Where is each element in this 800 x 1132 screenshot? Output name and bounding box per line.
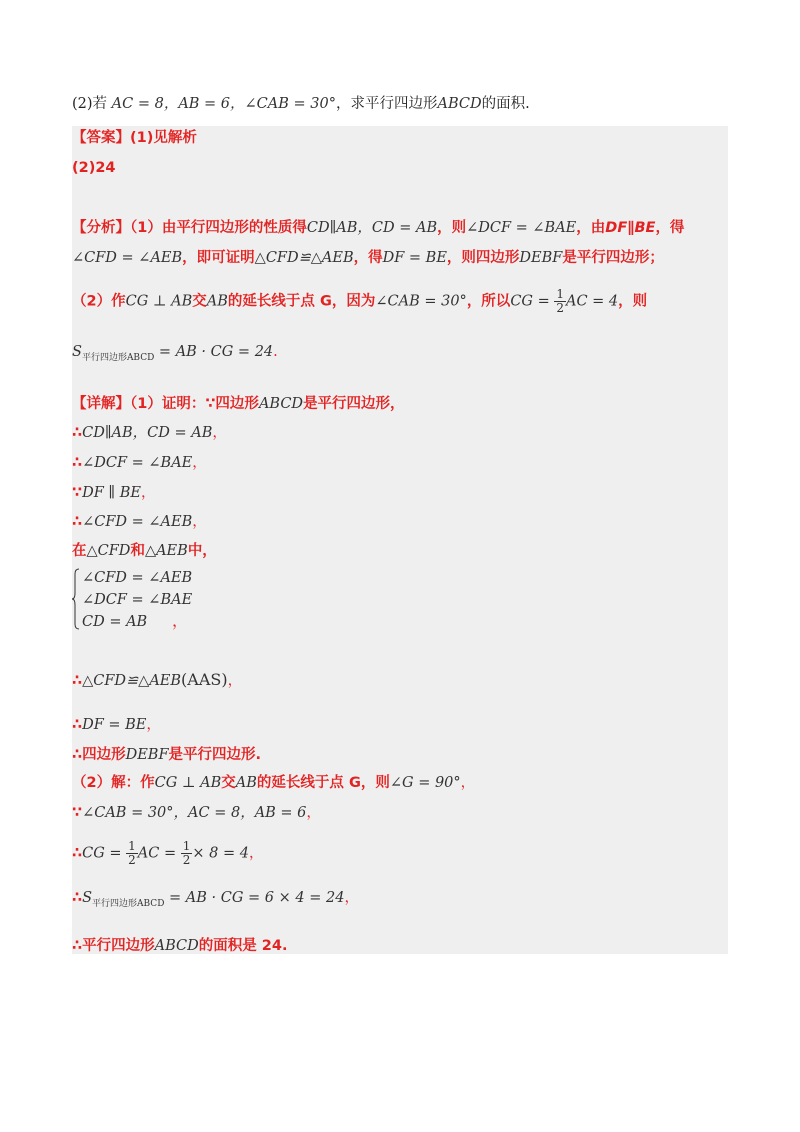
math: CD∥AB，CD = AB bbox=[82, 425, 213, 441]
math: CG = bbox=[510, 293, 550, 310]
answer-line-1: 【答案】(1)见解析 bbox=[72, 130, 197, 146]
detail-part2 bbox=[72, 773, 475, 793]
analysis-text: ，则 bbox=[618, 293, 648, 310]
system-row-2: ∠DCF = ∠BAE bbox=[82, 592, 193, 608]
symbol: ∴ bbox=[72, 425, 83, 441]
punct: ， bbox=[344, 890, 359, 906]
detail-row-4 bbox=[72, 512, 207, 532]
symbol: ∴ bbox=[72, 514, 83, 530]
detail-row-5 bbox=[72, 541, 217, 561]
fraction bbox=[181, 840, 193, 867]
answer-line-2: (2)24 bbox=[72, 160, 116, 176]
math: ∠CFD = ∠AEB bbox=[72, 250, 183, 266]
math: ∠CAB = 30°，AC = 8，AB = 6 bbox=[82, 805, 307, 821]
punct: ， bbox=[192, 514, 207, 530]
math: DF ∥ BE bbox=[82, 485, 141, 501]
math: ∠CFD = ∠AEB bbox=[82, 514, 193, 530]
detail-text: 是平行四边形. bbox=[168, 747, 262, 763]
detail-text: 【详解】（1）证明：∵四边形 bbox=[72, 396, 259, 412]
symbol: ∴ bbox=[72, 455, 83, 471]
detail-text: 在 bbox=[72, 543, 87, 559]
math: △AEB bbox=[144, 543, 188, 559]
detail-text: 的面积是 24. bbox=[198, 938, 288, 954]
analysis-text: ，所以 bbox=[466, 293, 511, 310]
math: S bbox=[82, 890, 93, 906]
detail-row-1 bbox=[72, 423, 227, 443]
math: ∠DCF = ∠BAE bbox=[466, 220, 577, 236]
math: DF = BE bbox=[382, 250, 447, 266]
math: = AB · CG = 6 × 4 = 24 bbox=[164, 890, 345, 906]
fraction-numerator: 1 bbox=[128, 839, 136, 853]
detail-text: ∴平行四边形 bbox=[72, 938, 155, 954]
math: = AB · CG = 24 bbox=[154, 344, 274, 360]
analysis-text: 【分析】（1）由平行四边形的性质得 bbox=[72, 220, 307, 236]
analysis-text: 交 bbox=[192, 293, 207, 310]
detail-row-11 bbox=[72, 888, 359, 914]
math: △CFD bbox=[86, 543, 131, 559]
analysis-line-4 bbox=[72, 342, 278, 368]
fraction-denominator: 2 bbox=[128, 853, 136, 867]
detail-text: （2）解：作 bbox=[72, 775, 155, 791]
question-given: AC = 8，AB = 6，∠CAB = 30° bbox=[111, 96, 336, 112]
system-comma: ， bbox=[172, 611, 189, 630]
detail-row-3 bbox=[72, 483, 155, 503]
analysis-text: ，由 bbox=[576, 220, 606, 236]
fraction-numerator: 1 bbox=[556, 287, 564, 301]
detail-row-6 bbox=[72, 670, 242, 691]
math: DEBF bbox=[519, 250, 563, 266]
symbol: ∵ bbox=[72, 485, 83, 501]
subscript: 平行四边形ABCD bbox=[92, 898, 165, 909]
analysis-text: （2）作 bbox=[72, 293, 126, 310]
punct: ， bbox=[306, 805, 321, 821]
question-label: (2)若 bbox=[72, 96, 108, 112]
math: DF = BE bbox=[82, 717, 147, 733]
math: CG ⊥ AB bbox=[154, 775, 222, 791]
detail-text: 是平行四边形， bbox=[303, 396, 405, 412]
system-row-3: CD = AB bbox=[82, 614, 148, 630]
analysis-text: 是平行四边形； bbox=[562, 250, 664, 266]
question-end: 的面积. bbox=[481, 96, 530, 112]
symbol: ∴ bbox=[72, 845, 83, 862]
analysis-line-1 bbox=[72, 218, 684, 238]
punct: ， bbox=[146, 717, 161, 733]
math: (AAS) bbox=[181, 670, 228, 689]
detail-row-12 bbox=[72, 936, 287, 956]
detail-text: 中， bbox=[187, 543, 217, 559]
detail-text: 的延长线于点 G，则 bbox=[256, 775, 390, 791]
question-shape: ABCD bbox=[437, 96, 482, 112]
math: DF∥BE bbox=[605, 220, 656, 236]
punct: ， bbox=[227, 673, 243, 689]
subscript: 平行四边形ABCD bbox=[81, 352, 155, 363]
punct: ， bbox=[212, 425, 227, 441]
fraction bbox=[126, 840, 138, 867]
math: ∠DCF = ∠BAE bbox=[82, 455, 193, 471]
detail-header bbox=[72, 394, 405, 414]
fraction bbox=[554, 288, 566, 315]
math: ABCD bbox=[258, 396, 304, 412]
math: AB bbox=[206, 293, 228, 310]
detail-row-7 bbox=[72, 715, 161, 735]
fraction-denominator: 2 bbox=[182, 853, 191, 867]
math: CG = bbox=[82, 845, 122, 862]
fraction-denominator: 2 bbox=[556, 301, 564, 315]
question-ask: ，求平行四边形 bbox=[335, 96, 438, 112]
math: AC = bbox=[137, 845, 177, 862]
detail-row-2 bbox=[72, 453, 207, 473]
math: AC = 4 bbox=[566, 293, 619, 310]
symbol: ∴ bbox=[72, 717, 83, 733]
question-line bbox=[72, 92, 530, 113]
analysis-text: ，则四边形 bbox=[446, 250, 520, 266]
math: CG ⊥ AB bbox=[125, 293, 193, 310]
detail-row-10 bbox=[72, 840, 263, 867]
math: DEBF bbox=[125, 747, 169, 763]
punct: ， bbox=[248, 845, 264, 862]
math: ∠CAB = 30° bbox=[375, 293, 467, 310]
analysis-line-3 bbox=[72, 288, 647, 315]
detail-row-8 bbox=[72, 745, 261, 765]
analysis-text: ，即可证明 bbox=[182, 250, 255, 266]
punct: ， bbox=[460, 775, 476, 791]
detail-text: 交 bbox=[221, 775, 236, 791]
detail-text: 和 bbox=[130, 543, 145, 559]
punct: ， bbox=[192, 455, 207, 471]
symbol: ∴ bbox=[72, 673, 83, 689]
symbol: ∴ bbox=[72, 890, 83, 906]
math: △CFD≌△AEB bbox=[254, 250, 354, 266]
analysis-text: 的延长线于点 G，因为 bbox=[227, 293, 376, 310]
analysis-text: ，得 bbox=[655, 220, 685, 236]
fraction-numerator: 1 bbox=[182, 839, 191, 853]
analysis-text: ，则 bbox=[437, 220, 467, 236]
period: . bbox=[273, 344, 278, 360]
punct: ， bbox=[140, 485, 156, 501]
math: AB bbox=[235, 775, 257, 791]
system-row-1: ∠CFD = ∠AEB bbox=[82, 570, 193, 586]
analysis-text: ，得 bbox=[353, 250, 383, 266]
symbol: ∵ bbox=[72, 805, 83, 821]
analysis-line-2 bbox=[72, 248, 664, 268]
detail-text: ∴四边形 bbox=[72, 747, 126, 763]
math: ∠G = 90° bbox=[389, 775, 461, 791]
detail-row-9 bbox=[72, 803, 321, 823]
math: CD∥AB，CD = AB bbox=[306, 220, 438, 236]
math: × 8 = 4 bbox=[192, 845, 249, 862]
math: ABCD bbox=[154, 938, 199, 954]
math: S bbox=[72, 344, 82, 360]
left-brace-icon bbox=[72, 568, 80, 630]
math: △CFD≌△AEB bbox=[82, 673, 182, 689]
